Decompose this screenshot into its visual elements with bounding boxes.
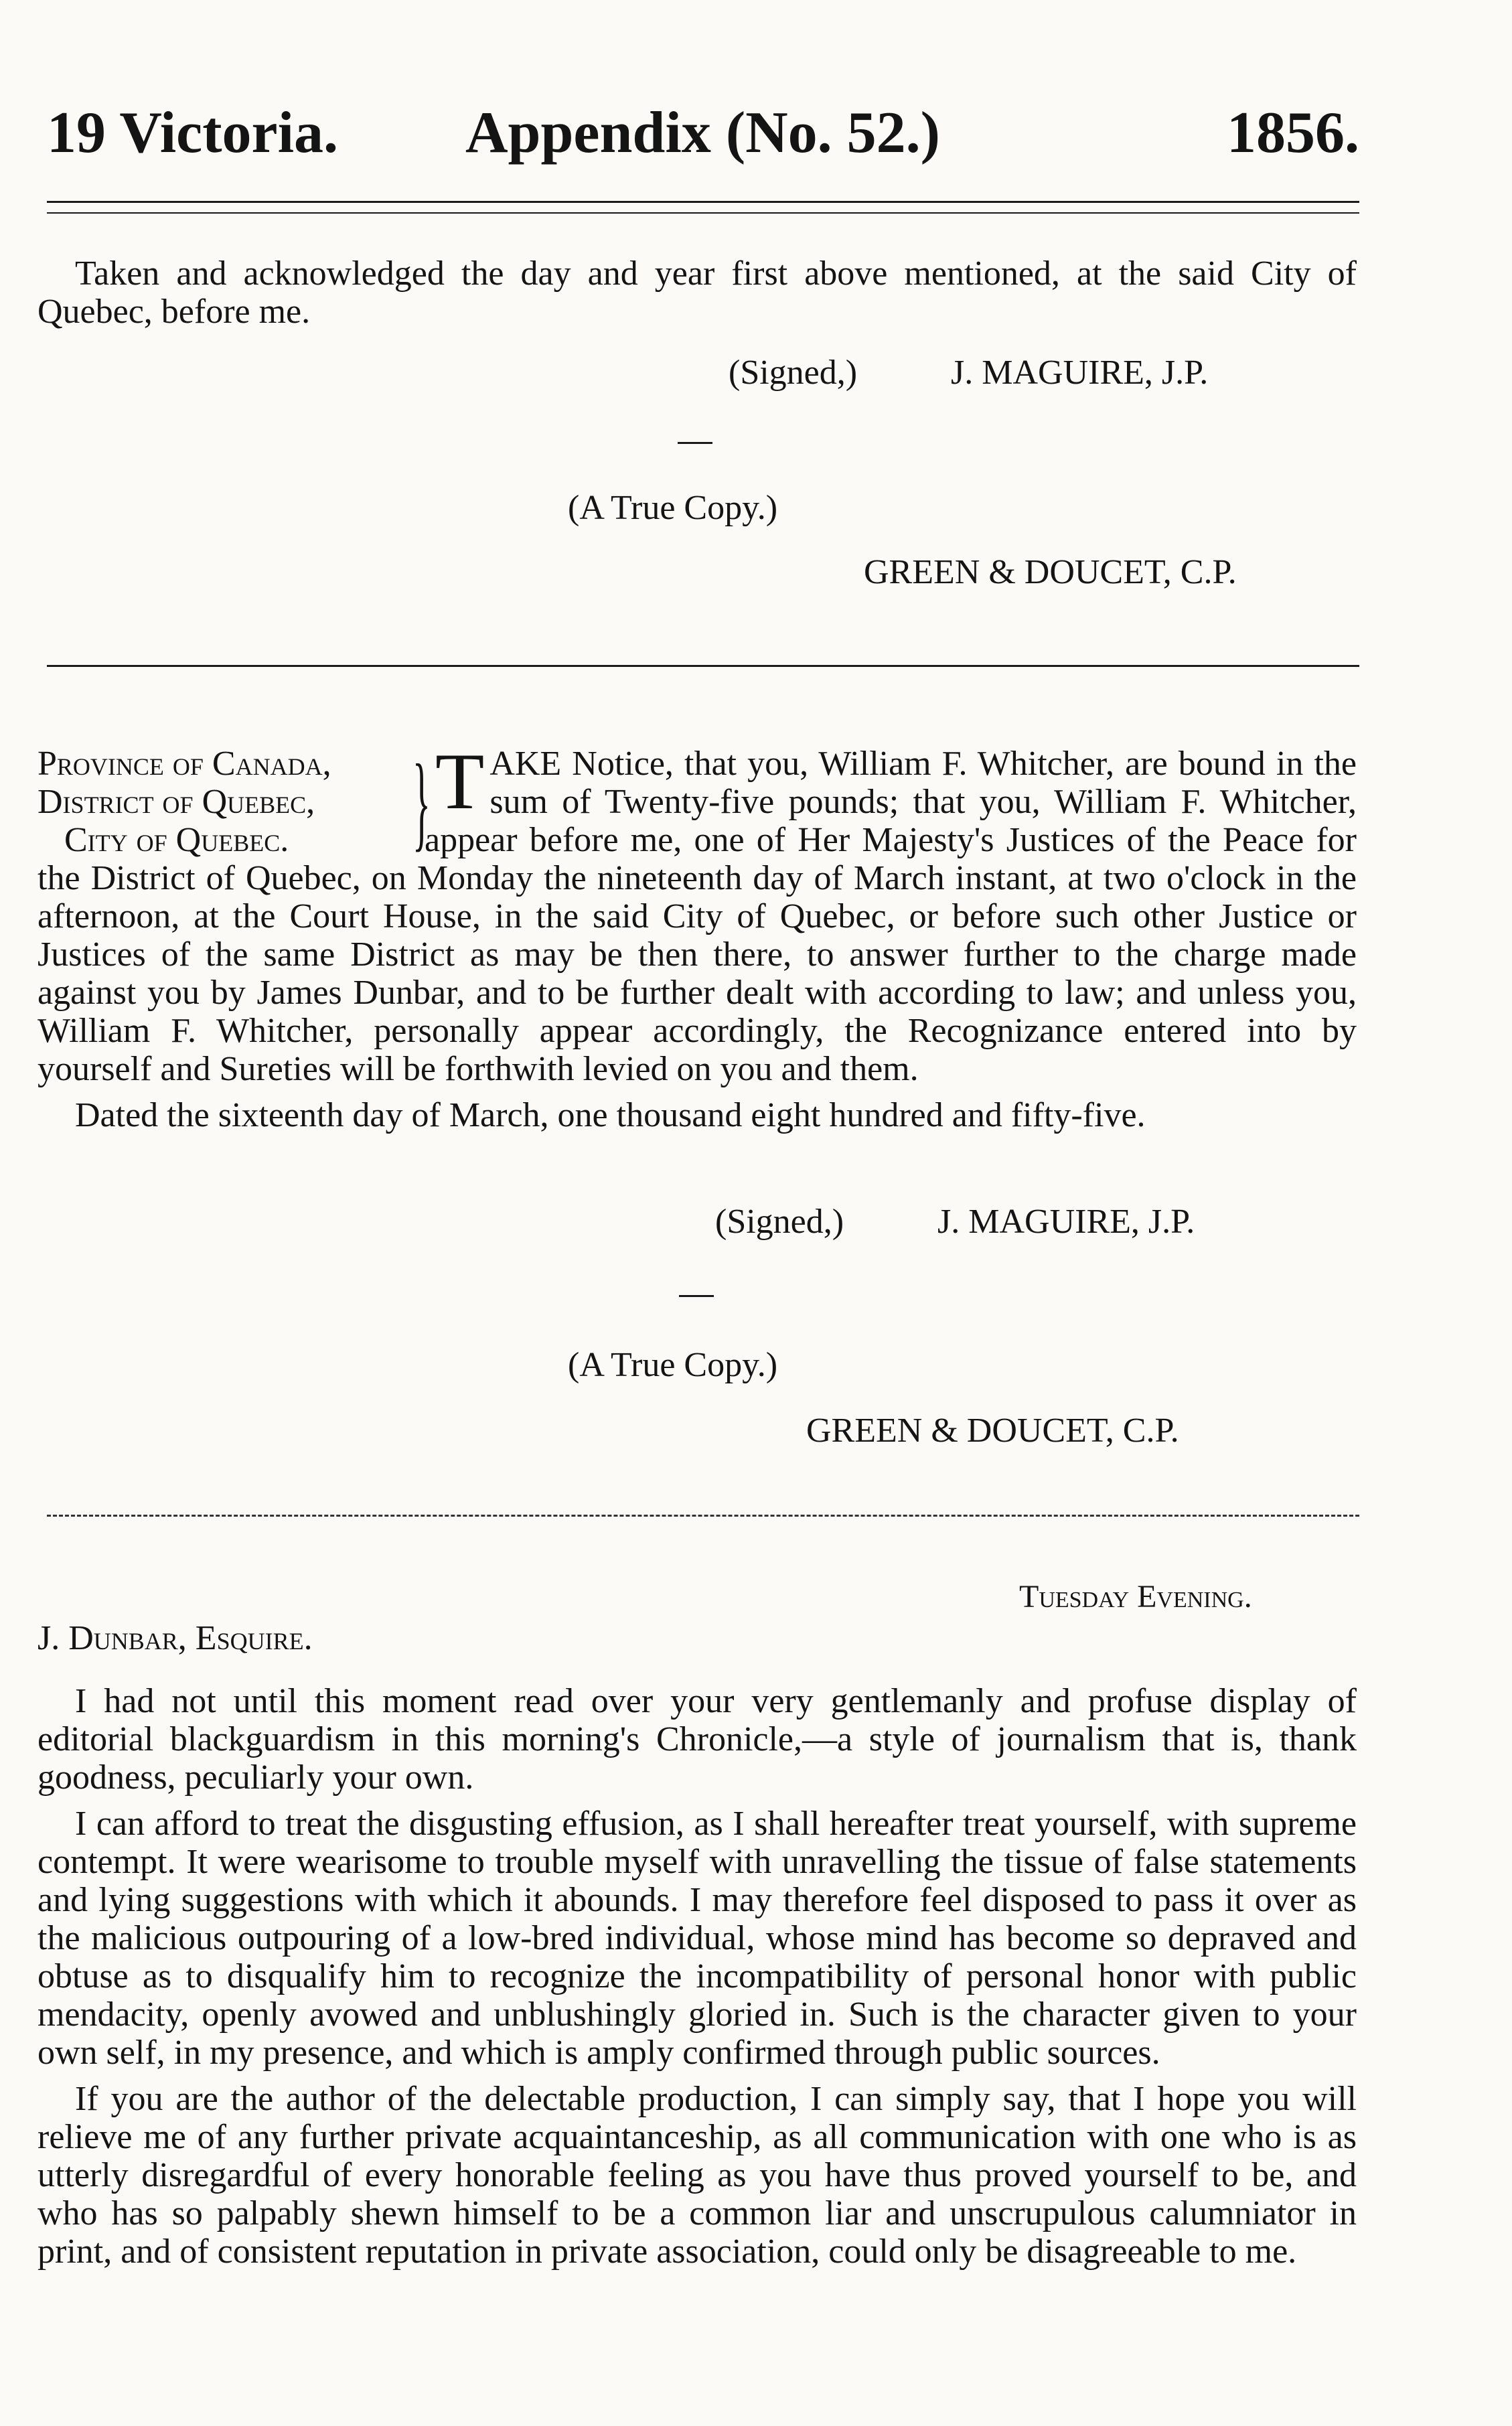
section-rule-1 xyxy=(47,665,1359,667)
section-rule-2 xyxy=(47,1515,1359,1517)
letter-paragraph: I had not until this moment read over your very gentlemanly and profuse display of editorial blackguardism in this morning's Chronicle,—a style of journalism that is, thank goodness, peculiarly your own. xyxy=(37,1682,1357,1797)
header-rule xyxy=(47,201,1359,214)
caption-province: Province of Canada, xyxy=(37,745,331,783)
letter-paragraph: I can afford to treat the disgusting effusion, as I shall hereafter treat yourself, with supreme contempt. It were wearisome to trouble myself with unravelling the tissue of false statements and lying suggestions with which it abounds. I may therefore feel disposed to pass it over as the malicious outpouring of a low-bred individual, whose mind has become so depraved and obtuse as to disqualify him to recognize the incompatibility of personal honor with public mendacity, openly avowed and unblushingly gloried in. Such is the character given to your own self, in my presence, and which is amply confirmed through public sources. xyxy=(37,1805,1357,2072)
letter-paragraph: If you are the author of the delectable production, I can simply say, that I hope you will relieve me of any further private acquaintanceship, as all communication with one who is as utterly disregardful of every honorable feeling as you have thus proved yourself to be, and who has so palpably shewn himself to be a common liar and unscrupulous calumniator in print, and of consistent reputation in private association, could only be disagreeable to me. xyxy=(37,2080,1357,2271)
notice-block xyxy=(37,737,1357,1134)
signed-name-2: J. MAGUIRE, J.P. xyxy=(937,1203,1195,1241)
signed-name-1: J. MAGUIRE, J.P. xyxy=(951,354,1209,392)
true-copy-2: (A True Copy.) xyxy=(568,1346,778,1384)
salutation-text: J. Dunbar, Esquire. xyxy=(37,1619,313,1657)
certifier-2: GREEN & DOUCET, C.P. xyxy=(806,1412,1179,1450)
letter-dateline: Tuesday Evening. xyxy=(1019,1579,1252,1614)
notice-caption xyxy=(37,742,431,861)
notice-text: AKE Notice, that you, William F. Whitcher, are bound in the sum of Twenty-five pounds; that you, William F. Whitcher, appear before me, one of Her Majesty's Justices of the Peace for the District of Quebec, on Monday the nineteenth day of March instant, at two o'clock in the afternoon, at the Court House, in the said City of Quebec, or before such other Justice or Justices of the same District as may be then there, to answer further to the charge made against you by James Dunbar, and to be further dealt with according to law; and unless you, William F. Whitcher, personally appear accordingly, the Recognizance entered into by yourself and Sureties will be forthwith levied on you and them. xyxy=(37,745,1357,1088)
caption-district: District of Quebec, xyxy=(37,783,315,821)
header-session: 19 Victoria. xyxy=(47,100,339,165)
acknowledgement-paragraph: Taken and acknowledged the day and year first above mentioned, at the said City of Quebec, before me. xyxy=(37,254,1357,331)
brace-icon: } xyxy=(412,742,431,861)
separator-dash-2 xyxy=(679,1295,714,1297)
separator-dash-1 xyxy=(678,442,712,444)
letter-body xyxy=(37,1682,1357,2279)
caption-city: City of Quebec. xyxy=(64,821,289,859)
letter-salutation xyxy=(37,1619,313,1657)
signed-label-1: (Signed,) xyxy=(729,354,858,392)
header-appendix: Appendix (No. 52.) xyxy=(465,100,940,165)
signed-label-2: (Signed,) xyxy=(715,1203,844,1241)
true-copy-1: (A True Copy.) xyxy=(568,489,778,527)
notice-dated: Dated the sixteenth day of March, one thousand eight hundred and fifty-five. xyxy=(75,1096,1146,1134)
drop-cap: T xyxy=(435,737,485,826)
acknowledgement-text xyxy=(37,254,1357,339)
certifier-1: GREEN & DOUCET, C.P. xyxy=(864,553,1237,591)
header-year: 1856. xyxy=(1227,100,1359,165)
page-header xyxy=(47,100,1359,177)
